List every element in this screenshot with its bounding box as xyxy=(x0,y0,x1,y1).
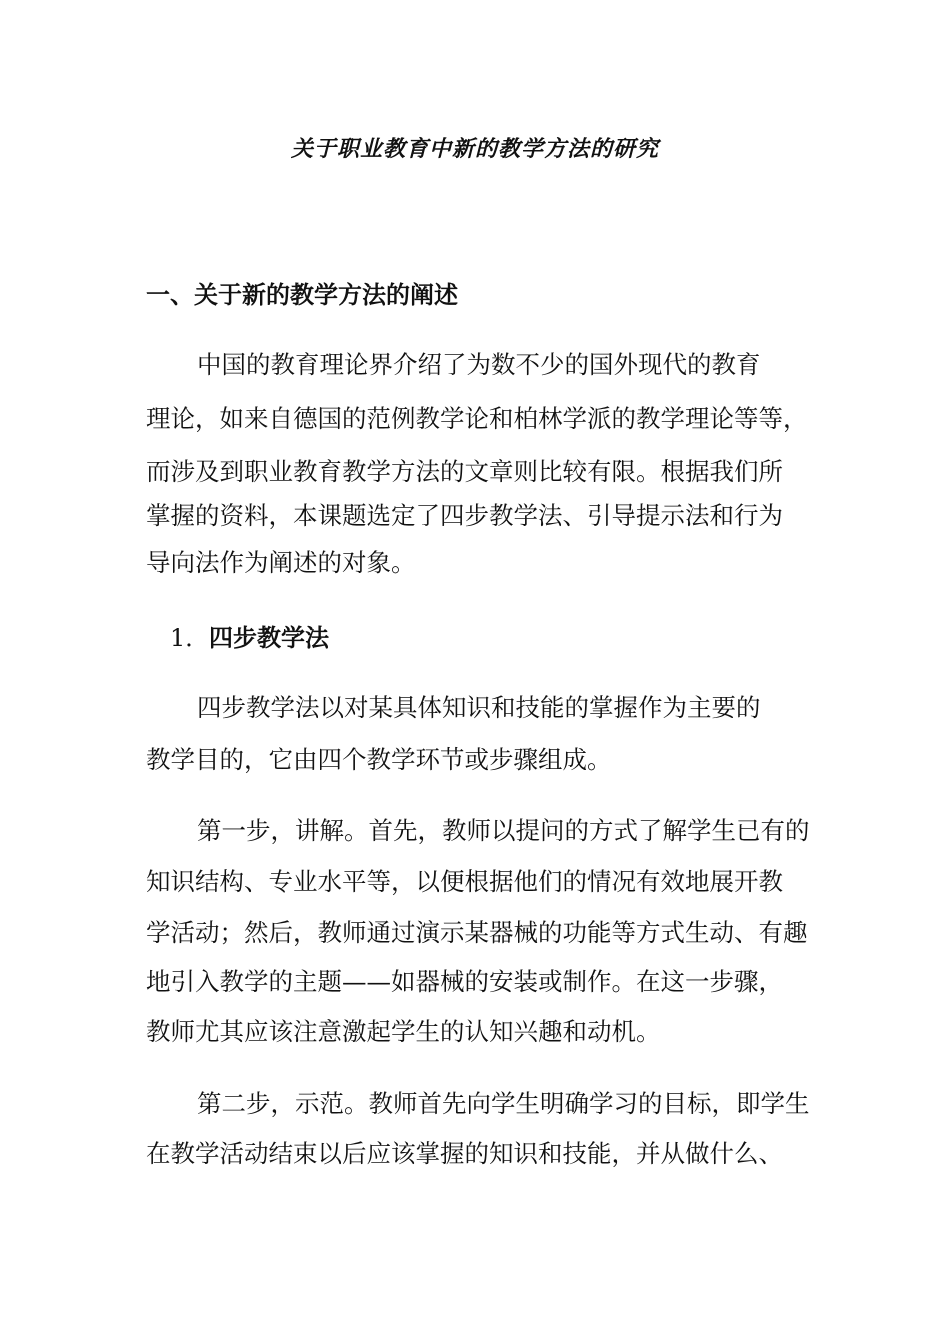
paragraph-line: 掌握的资料，本课题选定了四步教学法、引导提示法和行为 xyxy=(146,501,783,530)
paragraph-line: 而涉及到职业教育教学方法的文章则比较有限。根据我们所 xyxy=(146,457,783,486)
paragraph-line: 学活动；然后，教师通过演示某器械的功能等方式生动、有趣 xyxy=(146,918,808,947)
document-title: 关于职业教育中新的教学方法的研究 xyxy=(290,136,659,162)
paragraph-line: 在教学活动结束以后应该掌握的知识和技能，并从做什么、 xyxy=(146,1139,783,1168)
paragraph-line: 四步教学法以对某具体知识和技能的掌握作为主要的 xyxy=(197,693,761,722)
paragraph-line: 理论，如来自德国的范例教学论和柏林学派的教学理论等等， xyxy=(146,404,808,433)
section-heading: 一、关于新的教学方法的阐述 xyxy=(146,280,458,309)
subheading-number: 1． xyxy=(170,624,210,652)
paragraph-line: 第一步，讲解。首先，教师以提问的方式了解学生已有的 xyxy=(197,816,810,845)
paragraph-line: 地引入教学的主题——如器械的安装或制作。在这一步骤， xyxy=(146,967,783,996)
subheading-text: 四步教学法 xyxy=(209,623,329,652)
paragraph-line: 教学目的，它由四个教学环节或步骤组成。 xyxy=(146,745,612,774)
paragraph-line: 教师尤其应该注意激起学生的认知兴趣和动机。 xyxy=(146,1017,661,1046)
paragraph-line: 知识结构、专业水平等，以便根据他们的情况有效地展开教 xyxy=(146,867,783,896)
paragraph-line: 第二步，示范。教师首先向学生明确学习的目标，即学生 xyxy=(197,1089,810,1118)
paragraph-line: 中国的教育理论界介绍了为数不少的国外现代的教育 xyxy=(197,350,761,379)
paragraph-line: 导向法作为阐述的对象。 xyxy=(146,548,416,577)
